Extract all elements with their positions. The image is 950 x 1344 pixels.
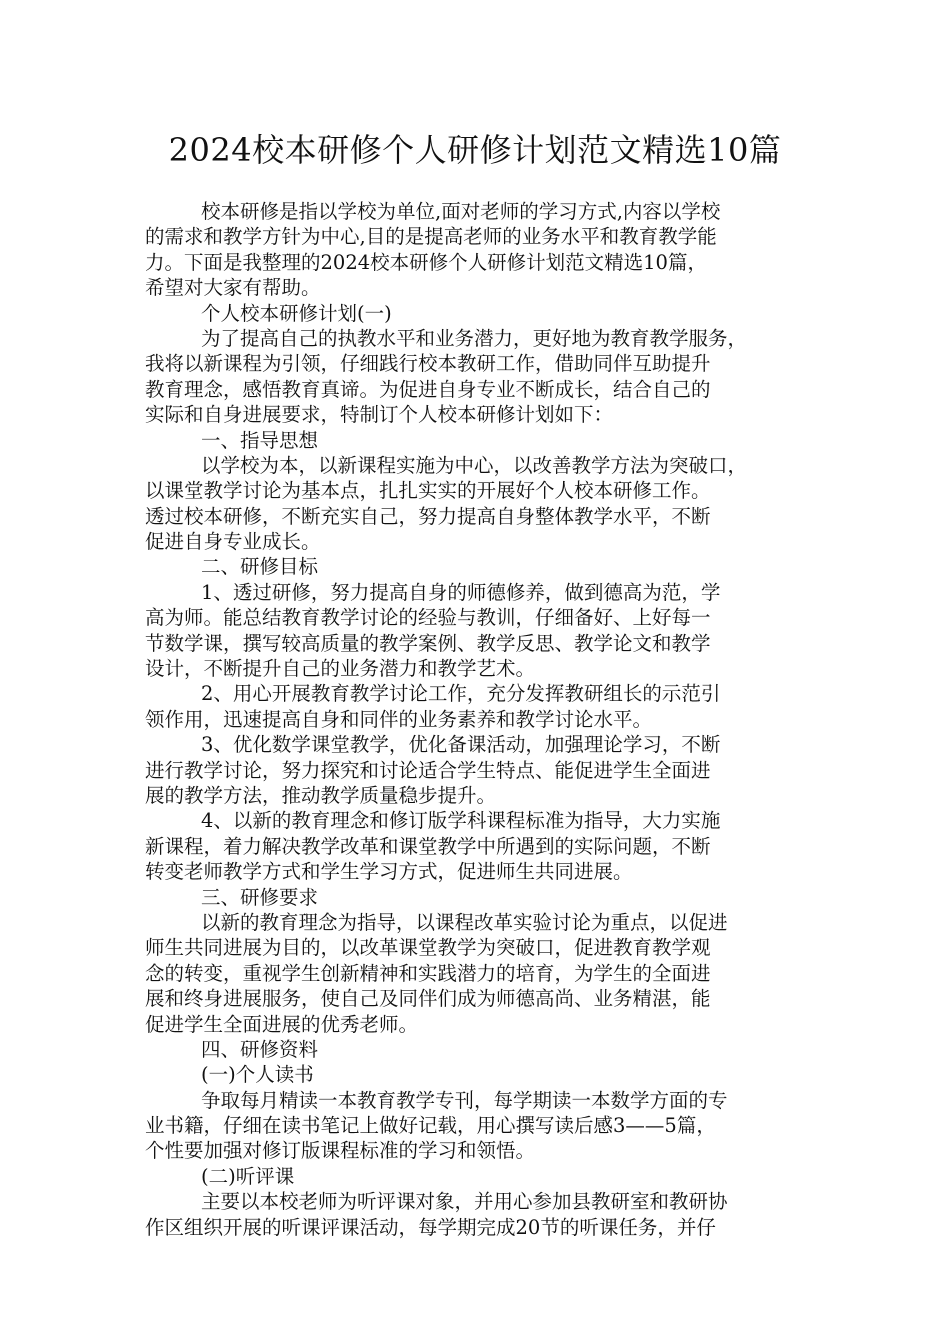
text-line: 师生共同进展为目的，以改革课堂教学为突破口，促进教育教学观: [145, 936, 711, 960]
text-line: 以学校为本，以新课程实施为中心，以改善教学方法为突破口，: [201, 453, 748, 477]
text-line: 念的转变，重视学生创新精神和实践潜力的培育，为学生的全面进: [145, 961, 711, 985]
text-line: 设计，不断提升自己的业务潜力和教学艺术。: [145, 657, 536, 681]
text-line: 4、以新的教育理念和修订版学科课程标准为指导，大力实施: [201, 809, 721, 833]
text-line: 争取每月精读一本教育教学专刊，每学期读一本数学方面的专: [201, 1088, 728, 1112]
text-line: 促进自身专业成长。: [145, 530, 321, 554]
text-line: 主要以本校老师为听评课对象，并用心参加县教研室和教研协: [201, 1190, 728, 1214]
text-line: 节数学课，撰写较高质量的教学案例、教学反思、教学论文和教学: [145, 631, 711, 655]
text-line: 我将以新课程为引领，仔细践行校本教研工作，借助同伴互助提升: [145, 352, 711, 376]
document-body: [145, 199, 810, 1240]
text-line: 三、研修要求: [201, 885, 319, 909]
text-line: 四、研修资料: [201, 1037, 319, 1061]
text-line: 力。下面是我整理的2024校本研修个人研修计划范文精选10篇，: [145, 250, 707, 274]
text-line: 为了提高自己的执教水平和业务潜力，更好地为教育教学服务，: [201, 326, 748, 350]
text-line: 作区组织开展的听课评课活动，每学期完成20节的听课任务，并仔: [145, 1215, 716, 1239]
text-line: 的需求和教学方针为中心,目的是提高老师的业务水平和教育教学能: [145, 225, 717, 249]
text-line: 个人校本研修计划(一): [201, 301, 392, 325]
text-line: 领作用，迅速提高自身和同伴的业务素养和教学讨论水平。: [145, 707, 653, 731]
text-line: 业书籍，仔细在读书笔记上做好记载，用心撰写读后感3——5篇，: [145, 1114, 716, 1138]
text-line: 3、优化数学课堂教学，优化备课活动，加强理论学习，不断: [201, 733, 721, 757]
text-line: 希望对大家有帮助。: [145, 276, 321, 300]
text-line: 实际和自身进展要求，特制订个人校本研修计划如下：: [145, 403, 614, 427]
document-title: 2024校本研修个人研修计划范文精选10篇: [168, 131, 782, 169]
text-line: 进行教学讨论，努力探究和讨论适合学生特点、能促进学生全面进: [145, 758, 711, 782]
text-line: 透过校本研修，不断充实自己，努力提高自身整体教学水平，不断: [145, 504, 711, 528]
text-line: 教育理念，感悟教育真谛。为促进自身专业不断成长，结合自己的: [145, 377, 711, 401]
text-line: 高为师。能总结教育教学讨论的经验与教训，仔细备好、上好每一: [145, 606, 711, 630]
text-line: 二、研修目标: [201, 555, 319, 579]
text-line: 以课堂教学讨论为基本点，扎扎实实的开展好个人校本研修工作。: [145, 479, 711, 503]
text-line: 以新的教育理念为指导，以课程改革实验讨论为重点，以促进: [201, 910, 728, 934]
text-line: 展的教学方法，推动教学质量稳步提升。: [145, 783, 497, 807]
text-line: 新课程，着力解决教学改革和课堂教学中所遇到的实际问题，不断: [145, 834, 711, 858]
text-line: 校本研修是指以学校为单位,面对老师的学习方式,内容以学校: [201, 200, 721, 223]
text-line: 个性要加强对修订版课程标准的学习和领悟。: [145, 1139, 536, 1163]
text-line: 转变老师教学方式和学生学习方式，促进师生共同进展。: [145, 860, 633, 884]
text-line: 展和终身进展服务，使自己及同伴们成为师德高尚、业务精湛，能: [145, 987, 711, 1011]
text-line: 2、用心开展教育教学讨论工作，充分发挥教研组长的示范引: [201, 682, 721, 706]
text-line: 一、指导思想: [201, 428, 319, 452]
text-line: (二)听评课: [201, 1164, 295, 1188]
text-line: 促进学生全面进展的优秀老师。: [145, 1012, 419, 1036]
text-line: 1、透过研修，努力提高自身的师德修养，做到德高为范，学: [201, 580, 721, 604]
text-line: (一)个人读书: [201, 1063, 314, 1087]
